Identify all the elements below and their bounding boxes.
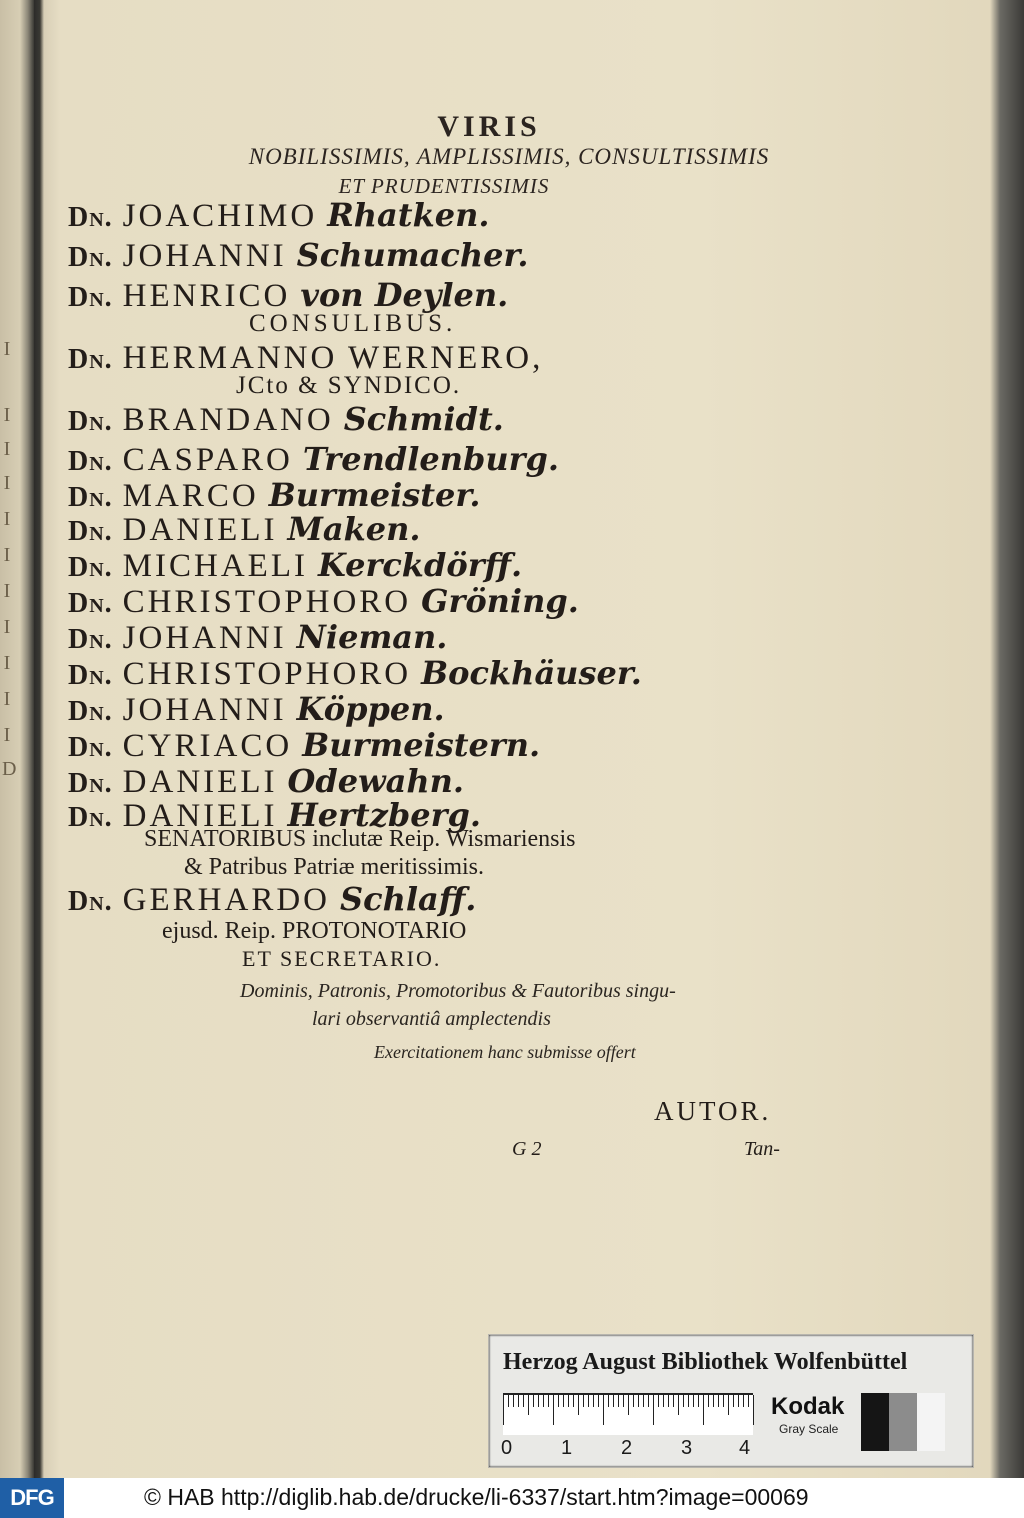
senatoribus-line: SENATORIBUS inclutæ Reip. Wismariensis	[144, 826, 576, 852]
ruler-tick	[573, 1395, 574, 1407]
dedicatee-name-row	[68, 196, 490, 232]
document-page	[44, 40, 994, 1470]
catchword: Tan-	[744, 1138, 780, 1160]
given-name: HERMANNO WERNERO,	[122, 340, 544, 376]
measurement-ruler	[503, 1393, 753, 1435]
previous-page-edge	[0, 0, 34, 1478]
given-name: JOACHIMO	[122, 198, 318, 234]
header-subtitle: NOBILISSIMIS, AMPLISSIMIS, CONSULTISSIMIS	[248, 144, 770, 169]
ruler-tick	[688, 1395, 689, 1407]
dedicatee-name-row	[68, 582, 579, 618]
given-name: CYRIACO	[122, 728, 293, 764]
family-name: von Deylen.	[300, 276, 509, 314]
ruler-tick	[538, 1395, 539, 1407]
family-name: Kerckdörff.	[317, 546, 523, 584]
family-name: Burmeistern.	[302, 726, 541, 764]
ruler-tick	[723, 1395, 724, 1407]
edge-letter: D	[2, 758, 17, 780]
honorific: Dn.	[68, 242, 113, 273]
syndico-label: JCto & SYNDICO.	[236, 372, 462, 399]
dedicatee-name-row	[68, 338, 553, 374]
footer-bar	[0, 1478, 1024, 1518]
gray-swatch-mid	[889, 1393, 917, 1451]
ruler-tick	[643, 1395, 644, 1407]
ruler-tick	[743, 1395, 744, 1407]
copyright-link[interactable]: © HAB http://diglib.hab.de/drucke/li-6337/start.htm?image=00069	[144, 1484, 809, 1510]
ruler-tick	[708, 1395, 709, 1407]
edge-letter: I	[3, 338, 11, 360]
ruler-tick	[753, 1395, 754, 1425]
ruler-tick	[638, 1395, 639, 1407]
ruler-tick	[528, 1395, 529, 1415]
given-name: CASPARO	[122, 442, 293, 478]
ruler-number: 0	[501, 1437, 513, 1459]
edge-letter: I	[3, 688, 11, 710]
given-name: DANIELI	[122, 512, 278, 548]
header-title: VIRIS	[437, 110, 541, 143]
edge-letter: I	[3, 508, 11, 530]
ruler-tick	[633, 1395, 634, 1407]
honorific: Dn.	[68, 344, 113, 375]
family-name: Bockhäuser.	[421, 654, 642, 692]
kodak-brand: Kodak	[771, 1393, 845, 1420]
given-name: BRANDANO	[122, 402, 334, 438]
dedicatee-name-row	[68, 400, 504, 436]
dedicatee-name-row	[68, 276, 508, 312]
dedicatee-name-row	[68, 690, 445, 726]
family-name: Gröning.	[421, 582, 579, 620]
given-name: MICHAELI	[122, 548, 308, 584]
honorific: Dn.	[68, 482, 113, 513]
ruler-tick	[693, 1395, 694, 1407]
signature-mark: G 2	[512, 1138, 542, 1160]
honorific: Dn.	[68, 282, 113, 313]
header-subtitle-2: ET PRUDENTISSIMIS	[338, 174, 550, 198]
ruler-tick	[628, 1395, 629, 1415]
honorific: Dn.	[68, 406, 113, 437]
ruler-tick	[513, 1395, 514, 1407]
dedicatee-name-row	[68, 510, 421, 546]
honorific: Dn.	[68, 516, 113, 547]
ruler-tick	[533, 1395, 534, 1407]
ruler-tick	[608, 1395, 609, 1407]
family-name: Schlaff.	[340, 880, 477, 918]
ruler-tick	[598, 1395, 599, 1407]
ruler-tick	[698, 1395, 699, 1407]
honorific: Dn.	[68, 202, 113, 233]
ruler-tick	[578, 1395, 579, 1415]
dedicatee-name-row	[68, 476, 480, 512]
ruler-number: 3	[681, 1437, 693, 1459]
dedicatee-name-row	[68, 618, 447, 654]
family-name: Odewahn.	[287, 762, 465, 800]
color-calibration-card	[488, 1334, 974, 1468]
ruler-tick	[618, 1395, 619, 1407]
author-label: AUTOR.	[654, 1096, 772, 1126]
given-name: JOHANNI	[122, 692, 287, 728]
edge-letter: I	[3, 580, 11, 602]
ruler-tick	[718, 1395, 719, 1407]
given-name: MARCO	[122, 478, 259, 514]
dfg-logo[interactable]: DFG	[0, 1478, 64, 1518]
honorific: Dn.	[68, 768, 113, 799]
ruler-tick	[613, 1395, 614, 1407]
ruler-tick	[668, 1395, 669, 1407]
family-name: Schumacher.	[296, 236, 529, 274]
given-name: HENRICO	[122, 278, 291, 314]
ruler-tick	[748, 1395, 749, 1407]
edge-letter: I	[3, 724, 11, 746]
honorific: Dn.	[68, 886, 113, 917]
ruler-tick	[713, 1395, 714, 1407]
ruler-tick	[658, 1395, 659, 1407]
edge-letter: I	[3, 544, 11, 566]
gray-scale-label: Gray Scale	[779, 1422, 839, 1436]
ruler-tick	[678, 1395, 679, 1415]
family-name: Rhatken.	[327, 196, 490, 234]
honorific: Dn.	[68, 660, 113, 691]
ruler-tick	[518, 1395, 519, 1407]
ruler-tick	[553, 1395, 554, 1425]
edge-letter: I	[3, 472, 11, 494]
edge-letter: I	[3, 652, 11, 674]
ruler-tick	[683, 1395, 684, 1407]
dedicatee-name-row	[68, 726, 540, 762]
gray-swatch-light	[917, 1393, 945, 1451]
ruler-tick	[593, 1395, 594, 1407]
consulibus-label: CONSULIBUS.	[249, 310, 457, 337]
ruler-tick	[728, 1395, 729, 1415]
honorific: Dn.	[68, 446, 113, 477]
edge-letter: I	[3, 438, 11, 460]
dedicatee-name-row	[68, 762, 464, 798]
family-name: Burmeister.	[268, 476, 481, 514]
gray-swatch-dark	[861, 1393, 889, 1451]
ruler-tick	[583, 1395, 584, 1407]
ruler-tick	[548, 1395, 549, 1407]
dedicatee-name-row	[68, 546, 522, 582]
given-name: DANIELI	[122, 798, 278, 834]
ruler-tick	[568, 1395, 569, 1407]
family-name: Köppen.	[296, 690, 445, 728]
edge-letter: I	[3, 616, 11, 638]
ruler-tick	[733, 1395, 734, 1407]
honorific: Dn.	[68, 624, 113, 655]
given-name: CHRISTOPHORO	[122, 584, 412, 620]
dedication-line-1: Dominis, Patronis, Promotoribus & Fautoribus singu-	[240, 980, 676, 1002]
ruler-tick	[673, 1395, 674, 1407]
ruler-tick	[558, 1395, 559, 1407]
ruler-tick	[738, 1395, 739, 1407]
given-name: CHRISTOPHORO	[122, 656, 412, 692]
ruler-tick	[508, 1395, 509, 1407]
family-name: Nieman.	[296, 618, 448, 656]
ruler-tick	[523, 1395, 524, 1407]
ruler-tick	[703, 1395, 704, 1425]
ruler-number: 4	[739, 1437, 751, 1459]
library-name: Herzog August Bibliothek Wolfenbüttel	[503, 1349, 908, 1375]
ruler-tick	[543, 1395, 544, 1407]
family-name: Hertzberg.	[287, 796, 481, 834]
ruler-tick	[503, 1395, 504, 1425]
ruler-number: 2	[621, 1437, 633, 1459]
family-name: Maken.	[287, 510, 421, 548]
ruler-tick	[648, 1395, 649, 1407]
protonotario-line: ejusd. Reip. PROTONOTARIO	[162, 918, 467, 944]
edge-letter: I	[3, 404, 11, 426]
family-name: Trendlenburg.	[302, 440, 560, 478]
dedicatee-name-row	[68, 654, 642, 690]
honorific: Dn.	[68, 732, 113, 763]
given-name: DANIELI	[122, 764, 278, 800]
honorific: Dn.	[68, 802, 113, 833]
honorific: Dn.	[68, 552, 113, 583]
given-name: JOHANNI	[122, 620, 287, 656]
ruler-tick	[603, 1395, 604, 1425]
dedicatee-name-row	[68, 440, 559, 476]
dedication-line-2: lari observantiâ amplectendis	[312, 1008, 551, 1030]
honorific: Dn.	[68, 696, 113, 727]
ruler-tick	[653, 1395, 654, 1425]
dedicatee-name-row	[68, 880, 476, 916]
secretario-line: ET SECRETARIO.	[242, 946, 442, 971]
honorific: Dn.	[68, 588, 113, 619]
ruler-tick	[623, 1395, 624, 1407]
offer-line: Exercitationem hanc submisse offert	[374, 1042, 636, 1062]
given-name: GERHARDO	[122, 882, 331, 918]
given-name: JOHANNI	[122, 238, 287, 274]
ruler-tick	[588, 1395, 589, 1407]
patribus-line: & Patribus Patriæ meritissimis.	[184, 854, 485, 880]
ruler-tick	[663, 1395, 664, 1407]
ruler-number: 1	[561, 1437, 573, 1459]
ruler-tick	[563, 1395, 564, 1407]
dedicatee-name-row	[68, 236, 529, 272]
family-name: Schmidt.	[343, 400, 504, 438]
